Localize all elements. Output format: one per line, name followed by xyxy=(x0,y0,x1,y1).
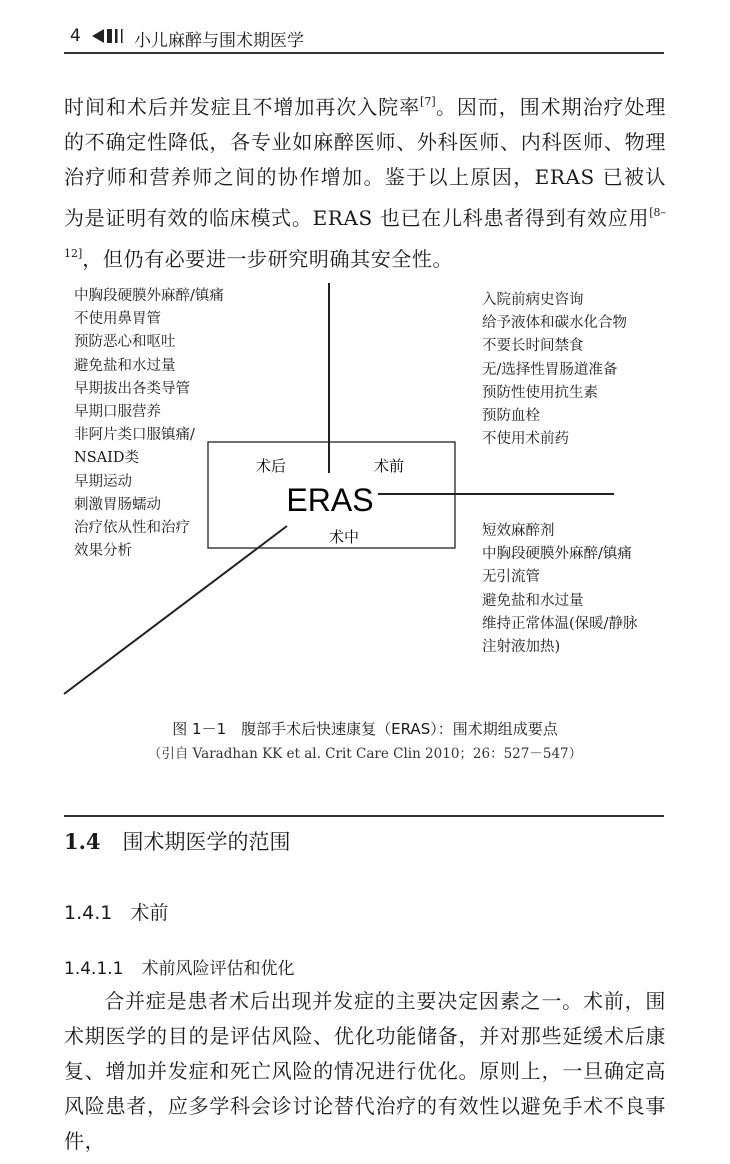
postop-item: 预防恶心和呕吐 xyxy=(74,334,176,351)
preop-item: 无/选择性胃肠道准备 xyxy=(482,361,618,378)
running-header xyxy=(64,22,664,54)
eras-center-label: ERAS xyxy=(286,482,374,518)
postop-item: 中胸段硬膜外麻醉/镇痛 xyxy=(74,288,224,304)
postop-item: 避免盐和水过量 xyxy=(74,357,176,374)
subsubsection-number: 1.4.1.1 xyxy=(64,959,124,979)
book-title: 小儿麻醉与围术期医学 xyxy=(134,31,304,51)
postop-list xyxy=(74,285,224,563)
intraop-item: 避免盐和水过量 xyxy=(482,592,584,609)
preop-item: 不要长时间禁食 xyxy=(482,338,584,355)
preop-item: 给予液体和碳水化合物 xyxy=(482,315,627,332)
intro-paragraph xyxy=(64,84,666,277)
intraop-item: 注射液加热) xyxy=(482,639,561,656)
body-paragraph xyxy=(64,984,666,1159)
body-text: 合并症是患者术后出现并发症的主要决定因素之一。术前，围术期医学的目的是评估风险、优化功能储备，并对那些延缓术后康复、增加并发症和死亡风险的情况进行优化。原则上，一旦确定高风险患者，应多学科会诊讨论替代治疗的有效性以避免手术不良事件， xyxy=(64,989,666,1153)
intraop-item: 维持正常体温(保暖/静脉 xyxy=(482,615,638,632)
label-postop: 术后 xyxy=(255,457,287,475)
postop-item: 早期运动 xyxy=(74,473,132,490)
intro-text-2: 。因而，围术期治疗处理的不确定性降低，各专业如麻醉医师、外科医师、内科医师、物理治疗师和营养师之间的协作增加。鉴于以上原因，ERAS 已被认为是证明有效的临床模式。ERAS 也已在儿科患者得到有效应用 xyxy=(64,95,666,230)
postop-item: 早期口服营养 xyxy=(74,404,161,421)
postop-item: 刺激胃肠蠕动 xyxy=(74,496,161,513)
postop-item: 非阿片类口服镇痛/ xyxy=(74,427,195,444)
header-marker-icon xyxy=(90,28,130,44)
intraop-item: 中胸段硬膜外麻醉/镇痛 xyxy=(482,546,632,563)
subsubsection-title: 术前风险评估和优化 xyxy=(141,959,295,979)
subsection-number: 1.4.1 xyxy=(64,902,113,924)
label-intraop: 术中 xyxy=(328,528,360,546)
label-preop: 术前 xyxy=(373,457,405,475)
preop-item: 预防性使用抗生素 xyxy=(482,384,598,401)
preop-item: 预防血栓 xyxy=(482,408,540,425)
section-heading xyxy=(64,826,291,856)
subsection-heading xyxy=(64,898,168,925)
postop-item: 效果分析 xyxy=(74,543,132,560)
postop-item: NSAID类 xyxy=(74,450,139,467)
citation-7[interactable]: [7] xyxy=(420,95,436,108)
section-divider xyxy=(64,815,664,817)
intraop-item: 无引流管 xyxy=(482,569,540,586)
preop-item: 入院前病史咨询 xyxy=(482,292,584,308)
section-title: 围术期医学的范围 xyxy=(122,830,291,854)
citation-8-12[interactable]: [8–12] xyxy=(64,206,666,260)
subsubsection-heading xyxy=(64,954,294,979)
preop-list xyxy=(482,289,627,451)
section-number: 1.4 xyxy=(64,829,101,854)
postop-item: 治疗依从性和治疗 xyxy=(74,520,190,537)
postop-item: 早期拔出各类导管 xyxy=(74,380,190,397)
subsection-title: 术前 xyxy=(130,902,169,924)
postop-item: 不使用鼻胃管 xyxy=(74,311,161,328)
figure-source: （引自 Varadhan KK et al. Crit Care Clin 2010；26：527－547） xyxy=(147,746,583,762)
intro-text-3: ，但仍有必要进一步研究明确其安全性。 xyxy=(82,247,454,271)
preop-item: 不使用术前药 xyxy=(482,431,569,448)
intraop-item: 短效麻醉剂 xyxy=(482,523,555,539)
intro-text-1: 时间和术后并发症且不增加再次入院率 xyxy=(64,95,421,119)
figure-caption: 图 1－1 腹部手术后快速康复（ERAS）：围术期组成要点 xyxy=(172,720,558,738)
intraop-list xyxy=(482,520,638,659)
page-number: 4 xyxy=(70,26,81,46)
